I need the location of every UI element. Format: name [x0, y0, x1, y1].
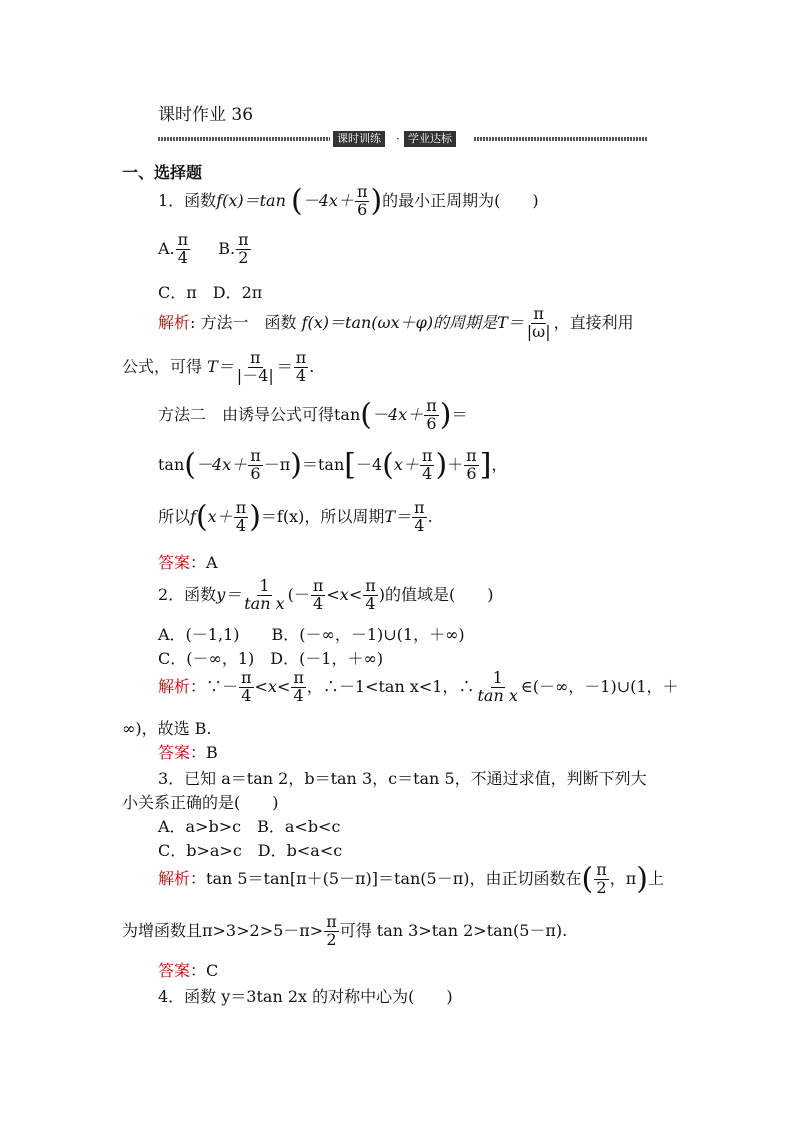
- q3-analysis-line2: [122, 914, 567, 949]
- q1-analysis-2a: 公式，可得: [122, 356, 203, 376]
- q1-analysis-frac2: [235, 350, 276, 385]
- l2-frac3-num: π: [466, 446, 477, 465]
- q3-answer-label: 答案: [158, 961, 191, 980]
- q3-analysis-frac1: [594, 862, 609, 897]
- q2-analysis-frac2-num: π: [293, 668, 304, 687]
- l2-neg4: －4: [355, 454, 383, 474]
- q1-stem-prefix: 1．函数: [158, 190, 217, 210]
- q2-stem-frac3: [363, 578, 378, 613]
- page-title: 课时作业 36: [158, 105, 254, 125]
- l2-frac2-den: 4: [422, 463, 433, 483]
- q2-stem-frac-den: tan x: [244, 593, 285, 613]
- q1-frac-den: 6: [357, 199, 368, 219]
- q1-analysis-frac2-num: π: [250, 348, 261, 367]
- q1-frac: [355, 184, 370, 219]
- q1-analysis-frac3-num: π: [295, 348, 307, 367]
- q1-method2-line2: [158, 448, 507, 483]
- q1-opt-a-label: A.: [158, 238, 175, 258]
- l2-frac1-den: 6: [250, 463, 261, 483]
- l3-lparen: (: [195, 499, 208, 535]
- l3-mid: ＝f(x)，所以周期: [260, 506, 385, 526]
- l2-inner: －4x＋: [196, 454, 248, 474]
- l2-frac1: [248, 448, 263, 483]
- l2-frac1-num: π: [250, 446, 261, 465]
- q2-analysis-frac2-den: 4: [293, 685, 304, 705]
- l2-frac3: [464, 448, 479, 483]
- q2-stem-a: 2．函数: [158, 584, 217, 604]
- m2-lparen: (: [360, 397, 372, 433]
- q1-analysis-frac1-den: |ω|: [526, 321, 551, 341]
- q2-analysis-line1: [158, 670, 679, 705]
- q3-analysis-b: 上: [647, 868, 664, 888]
- q3-stem-line2: 小关系正确的是( ): [122, 793, 279, 812]
- l2-lbrack: [: [344, 447, 356, 483]
- q1-analysis-1c: T＝: [497, 312, 524, 332]
- q1-frac-num: π: [356, 182, 368, 201]
- q1-analysis-2c: ＝: [276, 356, 293, 376]
- q1-method2-line3: [158, 500, 433, 535]
- q2-analysis-line2: ∞)，故选 B.: [122, 719, 212, 738]
- q1-opt-a-den: 4: [177, 247, 188, 267]
- q1-analysis-frac3-den: 4: [295, 365, 307, 385]
- l2-frac3-den: 6: [466, 463, 477, 483]
- q2-stem-open: (－: [287, 584, 310, 604]
- q3-rparen: ): [636, 861, 648, 897]
- q2-options-ab: A．(－1,1) B．(－∞，－1)∪(1，＋∞): [158, 625, 465, 644]
- q2-stem-frac3-den: 4: [365, 593, 376, 613]
- l3-a: 所以: [158, 506, 191, 526]
- q2-answer: [158, 740, 218, 763]
- q1-method2-frac-num: π: [426, 396, 437, 415]
- section-banner: [158, 131, 648, 147]
- q1-method2-line1: [158, 398, 467, 433]
- l2-frac2: [420, 448, 435, 483]
- q1-options-ab: [158, 232, 252, 267]
- q1-fx: f(x)＝tan: [216, 190, 286, 210]
- q2-analysis-frac2: [291, 670, 306, 705]
- l3-end: .: [427, 506, 433, 526]
- q2-answer-value: ：B: [190, 743, 218, 762]
- q1-analysis-frac1: [525, 306, 553, 341]
- q1-analysis-label: 解析: [158, 312, 191, 332]
- q3-analysis-2a: 为增函数且π>3>2>5－π>: [122, 920, 324, 940]
- l2-rbrack: ]: [479, 447, 492, 483]
- l3-frac1-den: 4: [235, 515, 247, 535]
- l3-frac1: [234, 500, 249, 535]
- l3-x-plus: x＋: [207, 506, 233, 526]
- q2-stem-frac2-den: 4: [313, 593, 324, 613]
- q1-analysis-frac2-den: |－4|: [236, 365, 274, 385]
- q1-analysis-line1: [158, 306, 634, 341]
- q1-stem: [158, 184, 539, 219]
- l2-lparen2: (: [382, 447, 394, 483]
- l2-frac2-num: π: [421, 446, 433, 465]
- q2-stem-frac: [242, 578, 286, 613]
- m2-rparen: ): [439, 397, 452, 433]
- l2-rparen: ): [290, 447, 302, 483]
- q1-analysis-frac1-num: π: [533, 304, 544, 323]
- q3-analysis-a: ：tan 5＝tan[π＋(5－π)]＝tan(5－π)，由正切函数在: [190, 868, 582, 888]
- l2-eq-tan: ＝tan: [301, 454, 345, 474]
- q2-analysis-d: ∈(－∞，－1)∪(1，＋: [520, 676, 679, 696]
- banner-rule-right: [474, 137, 648, 141]
- q2-stem-frac-num: 1: [259, 576, 270, 595]
- q3-analysis-frac2-num: π: [326, 912, 337, 931]
- l2-x-plus: x＋: [393, 454, 419, 474]
- q3-lparen: (: [581, 861, 594, 897]
- q1-method2-inner: －4x＋: [372, 404, 424, 424]
- q1-answer-value: ：A: [190, 553, 218, 572]
- q3-analysis-frac2-den: 2: [326, 929, 337, 949]
- q1-analysis-1a: : 方法一 函数: [190, 312, 297, 332]
- l3-f: f: [190, 506, 196, 526]
- banner-label-right: 学业达标: [404, 131, 456, 147]
- q1-opt-b-num: π: [238, 230, 249, 249]
- q3-answer-value: ：C: [190, 961, 219, 980]
- banner-rule-left: [158, 137, 330, 141]
- q2-stem-y: y＝: [216, 584, 242, 604]
- q1-analysis-1b: f(x)＝tan(ωx＋φ)的周期是: [301, 312, 498, 332]
- banner-dot: ·: [396, 132, 400, 146]
- l3-frac1-num: π: [235, 498, 247, 517]
- section-heading: 一、选择题: [122, 163, 203, 182]
- l2-lparen: (: [184, 447, 196, 483]
- q1-inner: －4x＋: [302, 190, 354, 210]
- l3-frac2: [412, 500, 427, 535]
- q2-answer-label: 答案: [158, 743, 191, 762]
- q3-analysis-label: 解析: [158, 868, 191, 888]
- l3-T: T＝: [384, 506, 412, 526]
- q1-analysis-frac3: [294, 350, 309, 385]
- l2-plus: ＋: [447, 454, 464, 474]
- q1-lparen: (: [291, 183, 303, 219]
- q2-analysis-b: <x<: [254, 676, 291, 696]
- l3-frac2-den: 4: [414, 515, 425, 535]
- q1-answer: [158, 550, 218, 573]
- q2-analysis-frac3-den: tan x: [477, 685, 518, 705]
- q1-analysis-2b: T＝: [207, 356, 234, 376]
- q1-opt-b-frac: [236, 232, 251, 267]
- q3-analysis-frac1-den: 2: [596, 877, 607, 897]
- q1-rparen: ): [370, 183, 383, 219]
- l2-tan: tan: [158, 454, 185, 474]
- period: .: [309, 356, 315, 376]
- q1-options-cd: C．π D．2π: [158, 283, 263, 302]
- q2-analysis-c: ，∴－1<tan x<1，∴: [306, 676, 475, 696]
- q1-opt-a-frac: [176, 232, 191, 267]
- q2-analysis-frac3: [475, 670, 519, 705]
- q1-analysis-line2: [122, 350, 314, 385]
- q1-method2-eq: ＝: [451, 404, 468, 424]
- q2-options-cd: C．(－∞，1) D．(－1，＋∞): [158, 649, 384, 668]
- q2-stem-close: )的值域是( ): [378, 584, 494, 604]
- q3-analysis-line1: [158, 862, 664, 897]
- q2-analysis-frac1: [239, 670, 254, 705]
- q3-stem-line1: 3．已知 a＝tan 2，b＝tan 3，c＝tan 5，不通过求值，判断下列大: [158, 769, 647, 788]
- q2-stem-frac2: [311, 578, 326, 613]
- q3-analysis-2b: 可得 tan 3>tan 2>tan(5－π).: [339, 920, 568, 940]
- q1-method2-frac-den: 6: [426, 413, 437, 433]
- q2-analysis-frac3-num: 1: [492, 668, 503, 687]
- q1-stem-suffix: 的最小正周期为( ): [382, 190, 539, 210]
- q1-answer-label: 答案: [158, 553, 191, 572]
- q1-method2-a: 方法二 由诱导公式可得tan: [158, 404, 361, 424]
- q2-analysis-a: ：∵－: [190, 676, 239, 696]
- q2-stem: [158, 578, 493, 613]
- q2-stem-lt-x-lt: <x<: [326, 584, 363, 604]
- q1-method2-frac: [424, 398, 439, 433]
- l3-rparen: ): [249, 499, 261, 535]
- q1-opt-a-num: π: [177, 230, 189, 249]
- q3-options-ab: A．a>b>c B．a<b<c: [158, 817, 341, 836]
- q2-analysis-frac1-num: π: [241, 668, 252, 687]
- q1-opt-b-label: B.: [218, 238, 236, 258]
- q3-answer: [158, 958, 218, 981]
- q3-analysis-frac2: [324, 914, 339, 949]
- banner-label-left: 课时训练: [333, 131, 385, 147]
- l2-rparen2: ): [435, 447, 448, 483]
- q1-opt-b-den: 2: [238, 247, 249, 267]
- q2-analysis-label: 解析: [158, 676, 191, 696]
- l2-minus-pi: －π: [263, 454, 291, 474]
- l3-frac2-num: π: [414, 498, 425, 517]
- q3-analysis-comma: ，π: [609, 868, 637, 888]
- q2-stem-frac2-num: π: [312, 576, 324, 595]
- q3-options-cd: C．b>a>c D．b<a<c: [158, 841, 343, 860]
- q4-stem: 4．函数 y＝3tan 2x 的对称中心为( ): [158, 987, 453, 1006]
- q2-stem-frac3-num: π: [365, 576, 376, 595]
- q2-analysis-frac1-den: 4: [241, 685, 252, 705]
- q3-analysis-frac1-num: π: [596, 860, 607, 879]
- q1-analysis-1d: ，直接利用: [553, 312, 634, 332]
- l2-end: ，: [491, 454, 508, 474]
